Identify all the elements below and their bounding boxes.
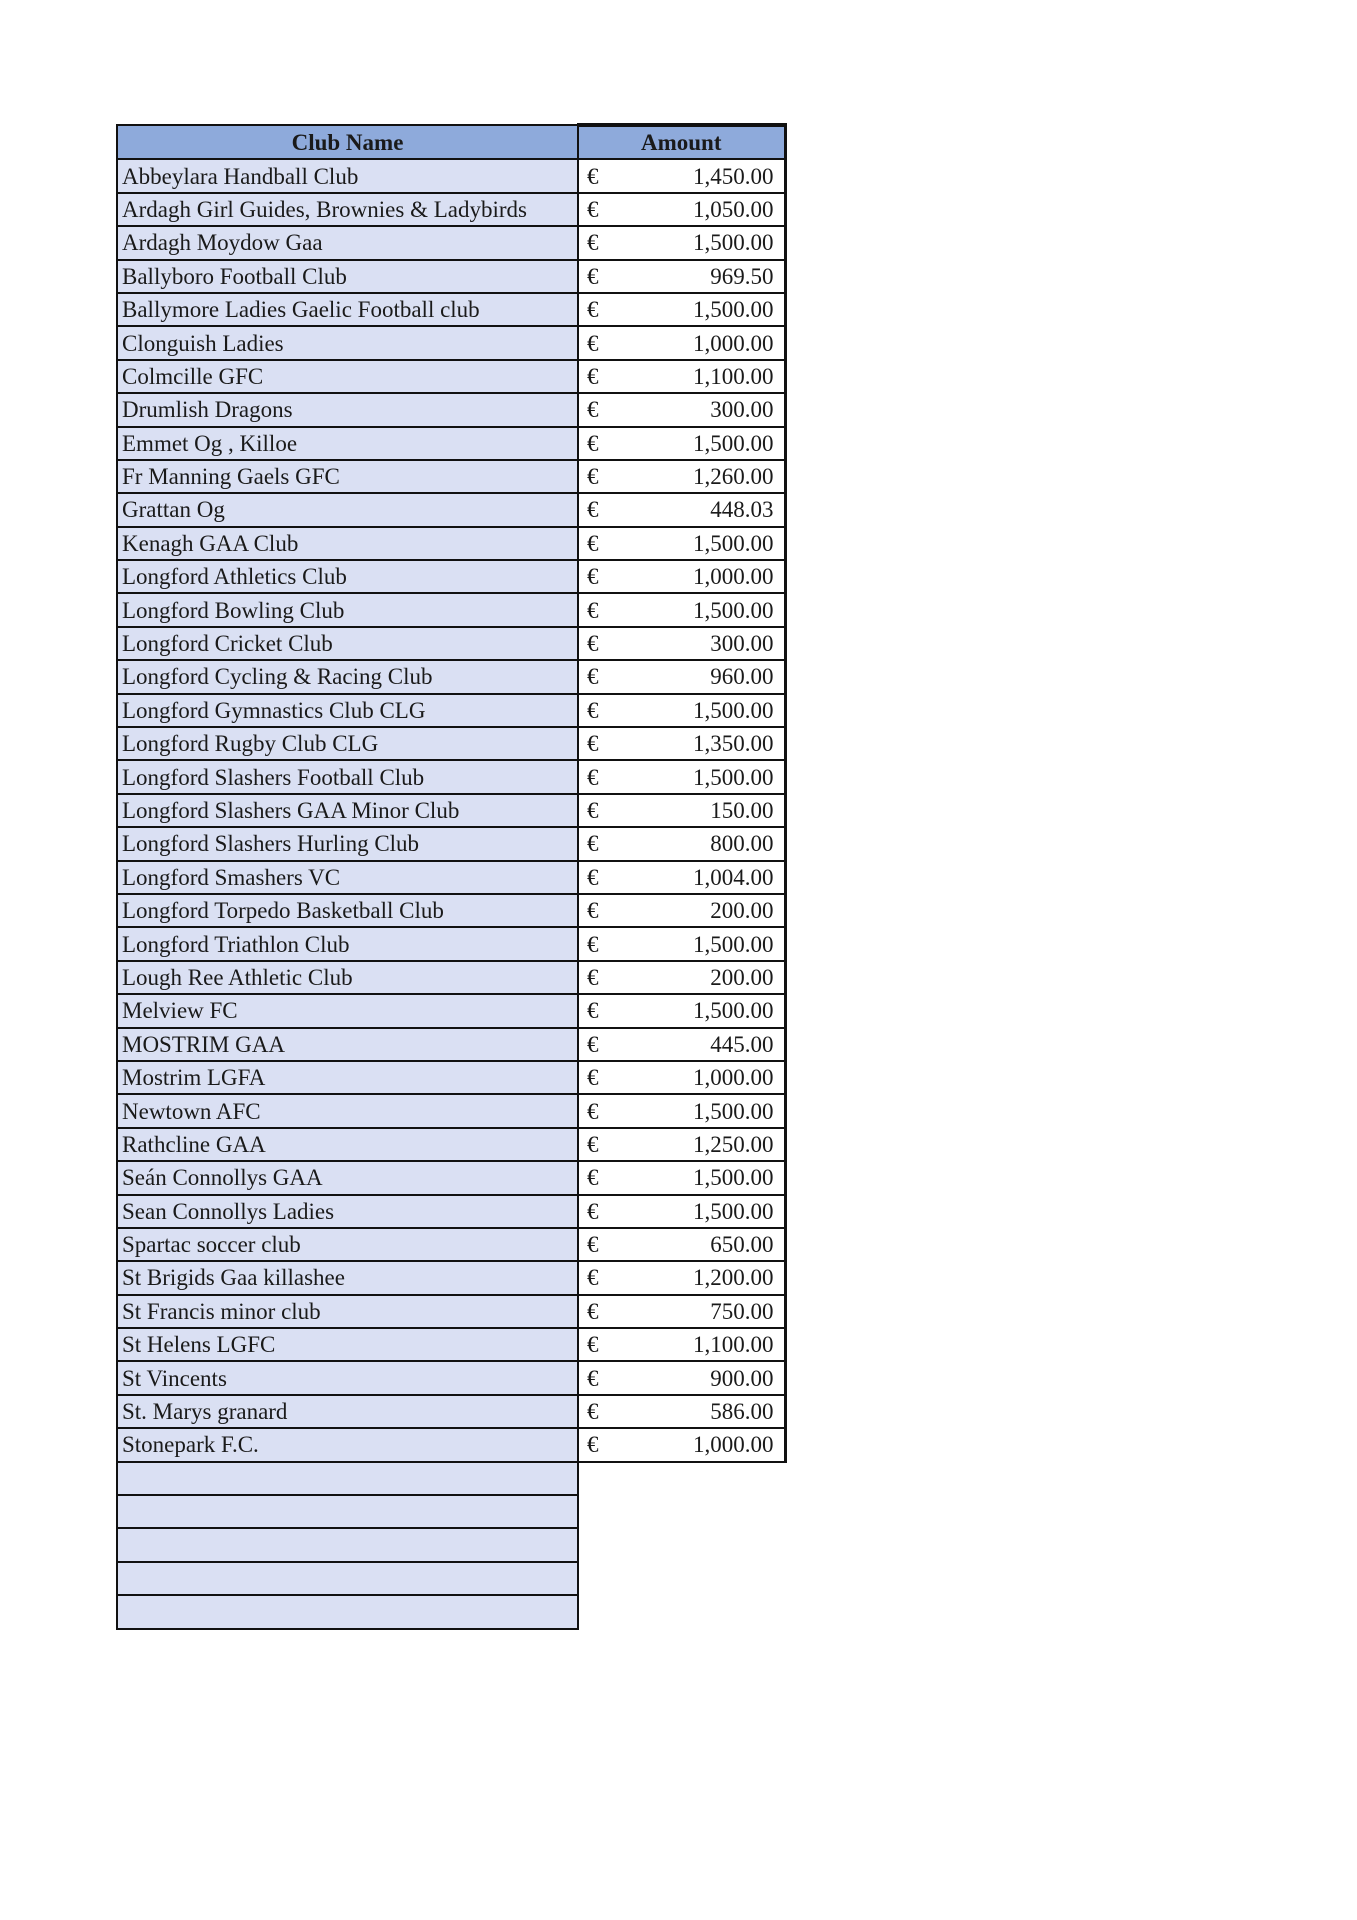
club-name-cell: Lough Ree Athletic Club (117, 961, 578, 994)
currency-symbol-cell: € (578, 1128, 618, 1161)
table-row (117, 894, 785, 927)
table-row (117, 1094, 785, 1127)
empty-row (117, 1528, 785, 1561)
table-row (117, 694, 785, 727)
empty-club-name-cell (117, 1462, 578, 1495)
currency-symbol-cell: € (578, 1028, 618, 1061)
table-row (117, 861, 785, 894)
club-name-cell: Ardagh Girl Guides, Brownies & Ladybirds (117, 193, 578, 226)
amount-cell: 1,100.00 (618, 360, 785, 393)
amount-cell: 1,260.00 (618, 460, 785, 493)
currency-symbol-cell: € (578, 1328, 618, 1361)
amount-cell: 150.00 (618, 794, 785, 827)
currency-symbol-cell: € (578, 360, 618, 393)
empty-club-name-cell (117, 1562, 578, 1595)
table-row (117, 527, 785, 560)
table-row (117, 1361, 785, 1394)
currency-symbol-cell: € (578, 427, 618, 460)
table-row (117, 1295, 785, 1328)
club-name-cell: Abbeylara Handball Club (117, 159, 578, 192)
currency-symbol-cell: € (578, 927, 618, 960)
amount-cell: 1,500.00 (618, 1094, 785, 1127)
table-row (117, 593, 785, 626)
currency-symbol-cell: € (578, 994, 618, 1027)
club-name-cell: Emmet Og , Killoe (117, 427, 578, 460)
table-row (117, 493, 785, 526)
currency-symbol-cell: € (578, 794, 618, 827)
currency-symbol-cell: € (578, 1161, 618, 1194)
amount-cell: 750.00 (618, 1295, 785, 1328)
club-name-cell: Spartac soccer club (117, 1228, 578, 1261)
currency-symbol-cell: € (578, 260, 618, 293)
amount-cell: 1,250.00 (618, 1128, 785, 1161)
club-name-cell: MOSTRIM GAA (117, 1028, 578, 1061)
empty-row (117, 1562, 785, 1595)
club-name-cell: Grattan Og (117, 493, 578, 526)
currency-symbol-cell: € (578, 1395, 618, 1428)
table-row (117, 427, 785, 460)
currency-symbol-cell: € (578, 727, 618, 760)
table-row (117, 1261, 785, 1294)
currency-symbol-cell: € (578, 760, 618, 793)
table-row (117, 961, 785, 994)
empty-row (117, 1495, 785, 1528)
currency-symbol-cell: € (578, 527, 618, 560)
club-name-cell: Longford Cricket Club (117, 627, 578, 660)
table-row (117, 827, 785, 860)
currency-symbol-cell: € (578, 1094, 618, 1127)
club-name-cell: Seán Connollys GAA (117, 1161, 578, 1194)
table-row (117, 260, 785, 293)
table-row (117, 226, 785, 259)
empty-amount-space (578, 1528, 785, 1561)
amount-cell: 1,350.00 (618, 727, 785, 760)
club-name-cell: Newtown AFC (117, 1094, 578, 1127)
table-row (117, 1228, 785, 1261)
amount-cell: 650.00 (618, 1228, 785, 1261)
club-name-cell: St. Marys granard (117, 1395, 578, 1428)
amount-cell: 1,500.00 (618, 927, 785, 960)
currency-symbol-cell: € (578, 293, 618, 326)
currency-symbol-cell: € (578, 1295, 618, 1328)
empty-row (117, 1595, 785, 1628)
club-name-cell: Kenagh GAA Club (117, 527, 578, 560)
club-name-cell: Ardagh Moydow Gaa (117, 226, 578, 259)
amount-cell: 1,500.00 (618, 593, 785, 626)
table-row (117, 159, 785, 192)
club-name-cell: Melview FC (117, 994, 578, 1027)
amount-cell: 445.00 (618, 1028, 785, 1061)
table-row (117, 1428, 785, 1461)
currency-symbol-cell: € (578, 627, 618, 660)
table-row (117, 1161, 785, 1194)
currency-symbol-cell: € (578, 961, 618, 994)
club-name-cell: St Brigids Gaa killashee (117, 1261, 578, 1294)
club-name-cell: St Francis minor club (117, 1295, 578, 1328)
club-name-cell: Longford Torpedo Basketball Club (117, 894, 578, 927)
currency-symbol-cell: € (578, 326, 618, 359)
amount-cell: 1,500.00 (618, 760, 785, 793)
club-name-cell: Longford Slashers GAA Minor Club (117, 794, 578, 827)
currency-symbol-cell: € (578, 1261, 618, 1294)
table-row (117, 193, 785, 226)
amount-cell: 1,500.00 (618, 994, 785, 1027)
amount-cell: 300.00 (618, 393, 785, 426)
club-name-cell: Mostrim LGFA (117, 1061, 578, 1094)
currency-symbol-cell: € (578, 159, 618, 192)
currency-symbol-cell: € (578, 861, 618, 894)
amount-cell: 1,500.00 (618, 527, 785, 560)
currency-symbol-cell: € (578, 1361, 618, 1394)
club-name-cell: Rathcline GAA (117, 1128, 578, 1161)
amount-cell: 969.50 (618, 260, 785, 293)
club-name-cell: St Helens LGFC (117, 1328, 578, 1361)
club-name-cell: Longford Cycling & Racing Club (117, 660, 578, 693)
club-name-cell: Sean Connollys Ladies (117, 1195, 578, 1228)
amount-cell: 300.00 (618, 627, 785, 660)
amount-cell: 900.00 (618, 1361, 785, 1394)
amount-cell: 1,200.00 (618, 1261, 785, 1294)
club-name-cell: Longford Bowling Club (117, 593, 578, 626)
currency-symbol-cell: € (578, 894, 618, 927)
amount-cell: 200.00 (618, 961, 785, 994)
amount-cell: 1,000.00 (618, 326, 785, 359)
amount-cell: 1,500.00 (618, 1161, 785, 1194)
club-name-cell: Longford Triathlon Club (117, 927, 578, 960)
amount-cell: 800.00 (618, 827, 785, 860)
empty-amount-space (578, 1495, 785, 1528)
table-row (117, 293, 785, 326)
amount-cell: 1,050.00 (618, 193, 785, 226)
table-row (117, 794, 785, 827)
header-row (117, 125, 785, 159)
amount-cell: 1,450.00 (618, 159, 785, 192)
table-row (117, 1061, 785, 1094)
amount-cell: 586.00 (618, 1395, 785, 1428)
amount-cell: 1,004.00 (618, 861, 785, 894)
club-name-cell: Ballyboro Football Club (117, 260, 578, 293)
empty-row (117, 1462, 785, 1495)
amount-cell: 1,500.00 (618, 226, 785, 259)
table-row (117, 360, 785, 393)
amount-header: Amount (578, 125, 785, 159)
currency-symbol-cell: € (578, 460, 618, 493)
table-row (117, 393, 785, 426)
table-row (117, 1395, 785, 1428)
table-row (117, 627, 785, 660)
amount-cell: 1,000.00 (618, 1061, 785, 1094)
table-row (117, 326, 785, 359)
table-row (117, 727, 785, 760)
amount-cell: 1,100.00 (618, 1328, 785, 1361)
club-name-cell: Drumlish Dragons (117, 393, 578, 426)
club-name-cell: Longford Rugby Club CLG (117, 727, 578, 760)
club-name-cell: Longford Gymnastics Club CLG (117, 694, 578, 727)
amount-cell: 1,000.00 (618, 1428, 785, 1461)
table-row (117, 1128, 785, 1161)
amount-cell: 1,500.00 (618, 427, 785, 460)
empty-club-name-cell (117, 1528, 578, 1561)
table-row (117, 560, 785, 593)
empty-amount-space (578, 1595, 785, 1628)
amount-cell: 448.03 (618, 493, 785, 526)
currency-symbol-cell: € (578, 593, 618, 626)
currency-symbol-cell: € (578, 1428, 618, 1461)
empty-club-name-cell (117, 1495, 578, 1528)
amount-cell: 960.00 (618, 660, 785, 693)
currency-symbol-cell: € (578, 393, 618, 426)
table-row (117, 1328, 785, 1361)
amount-cell: 1,500.00 (618, 1195, 785, 1228)
currency-symbol-cell: € (578, 1228, 618, 1261)
table-row (117, 1028, 785, 1061)
club-name-cell: St Vincents (117, 1361, 578, 1394)
amount-cell: 1,000.00 (618, 560, 785, 593)
currency-symbol-cell: € (578, 694, 618, 727)
amount-cell: 200.00 (618, 894, 785, 927)
amount-cell: 1,500.00 (618, 694, 785, 727)
currency-symbol-cell: € (578, 226, 618, 259)
club-name-cell: Longford Smashers VC (117, 861, 578, 894)
currency-symbol-cell: € (578, 193, 618, 226)
empty-amount-space (578, 1462, 785, 1495)
currency-symbol-cell: € (578, 560, 618, 593)
club-name-cell: Clonguish Ladies (117, 326, 578, 359)
table-row (117, 760, 785, 793)
club-name-cell: Longford Slashers Hurling Club (117, 827, 578, 860)
currency-symbol-cell: € (578, 1195, 618, 1228)
table-row (117, 994, 785, 1027)
amount-cell: 1,500.00 (618, 293, 785, 326)
table-row (117, 927, 785, 960)
club-name-cell: Longford Athletics Club (117, 560, 578, 593)
club-name-cell: Colmcille GFC (117, 360, 578, 393)
table-body (117, 159, 785, 1628)
currency-symbol-cell: € (578, 660, 618, 693)
club-name-cell: Ballymore Ladies Gaelic Football club (117, 293, 578, 326)
empty-club-name-cell (117, 1595, 578, 1628)
club-name-cell: Stonepark F.C. (117, 1428, 578, 1461)
table-row (117, 1195, 785, 1228)
club-name-cell: Longford Slashers Football Club (117, 760, 578, 793)
empty-amount-space (578, 1562, 785, 1595)
club-amount-table (116, 123, 787, 1630)
club-name-header: Club Name (117, 125, 578, 159)
club-name-cell: Fr Manning Gaels GFC (117, 460, 578, 493)
currency-symbol-cell: € (578, 827, 618, 860)
table-row (117, 460, 785, 493)
currency-symbol-cell: € (578, 493, 618, 526)
currency-symbol-cell: € (578, 1061, 618, 1094)
table-row (117, 660, 785, 693)
